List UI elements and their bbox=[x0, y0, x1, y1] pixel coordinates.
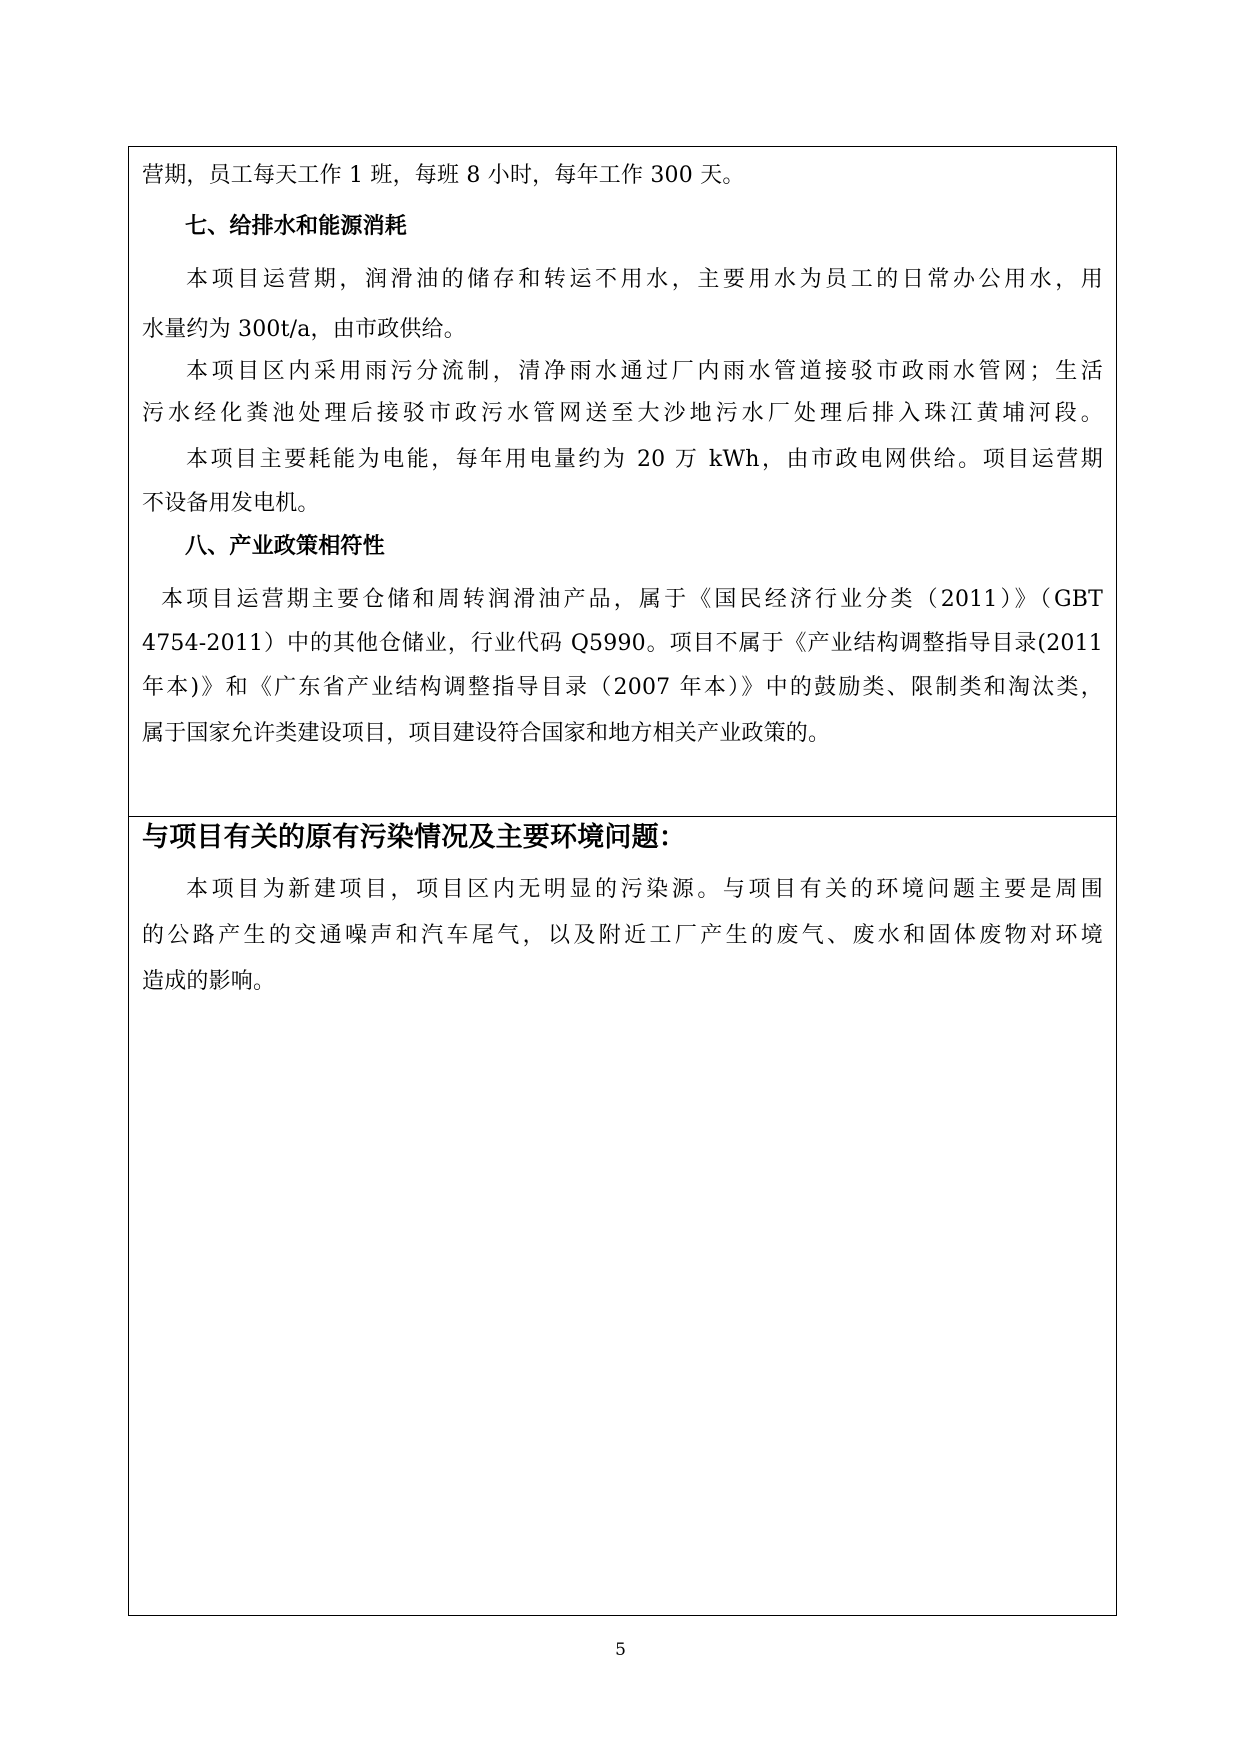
paragraph-line: 造成的影响。 bbox=[142, 969, 276, 994]
paragraph-line: 年本)》和《广东省产业结构调整指导目录（2007 年本）》中的鼓励类、限制类和淘汰类， bbox=[142, 675, 1103, 700]
paragraph-line: 本项目为新建项目，项目区内无明显的污染源。与项目有关的环境问题主要是周围 bbox=[186, 877, 1103, 902]
paragraph-line: 污水经化粪池处理后接驳市政污水管网送至大沙地污水厂处理后排入珠江黄埔河段。 bbox=[142, 401, 1103, 426]
form-table bbox=[128, 146, 1117, 1616]
paragraph-line: 本项目运营期主要仓储和周转润滑油产品，属于《国民经济行业分类（2011）》（GBT bbox=[161, 587, 1103, 612]
paragraph-line: 本项目区内采用雨污分流制，清净雨水通过厂内雨水管道接驳市政雨水管网；生活 bbox=[186, 359, 1103, 384]
paragraph-line: 本项目运营期，润滑油的储存和转运不用水，主要用水为员工的日常办公用水，用 bbox=[186, 267, 1103, 292]
paragraph-line: 4754-2011）中的其他仓储业，行业代码 Q5990。项目不属于《产业结构调整指导目录(2011 bbox=[142, 631, 1103, 656]
existing-pollution-cell bbox=[129, 817, 1116, 1615]
paragraph-line: 水量约为 300t/a，由市政供给。 bbox=[142, 317, 466, 342]
section-heading-industrial-policy: 八、产业政策相符性 bbox=[185, 533, 385, 559]
project-overview-cell bbox=[129, 147, 1116, 817]
paragraph-line: 本项目主要耗能为电能，每年用电量约为 20 万 kWh，由市政电网供给。项目运营期 bbox=[186, 447, 1103, 472]
existing-pollution-heading: 与项目有关的原有污染情况及主要环境问题： bbox=[142, 822, 686, 853]
paragraph-line: 属于国家允许类建设项目，项目建设符合国家和地方相关产业政策的。 bbox=[142, 721, 831, 746]
paragraph-line: 营期，员工每天工作 1 班，每班 8 小时，每年工作 300 天。 bbox=[142, 163, 745, 188]
paragraph-line: 不设备用发电机。 bbox=[142, 491, 320, 516]
page-number: 5 bbox=[615, 1640, 626, 1660]
section-heading-water-energy: 七、给排水和能源消耗 bbox=[185, 213, 408, 239]
paragraph-line: 的公路产生的交通噪声和汽车尾气，以及附近工厂产生的废气、废水和固体废物对环境 bbox=[142, 923, 1103, 948]
